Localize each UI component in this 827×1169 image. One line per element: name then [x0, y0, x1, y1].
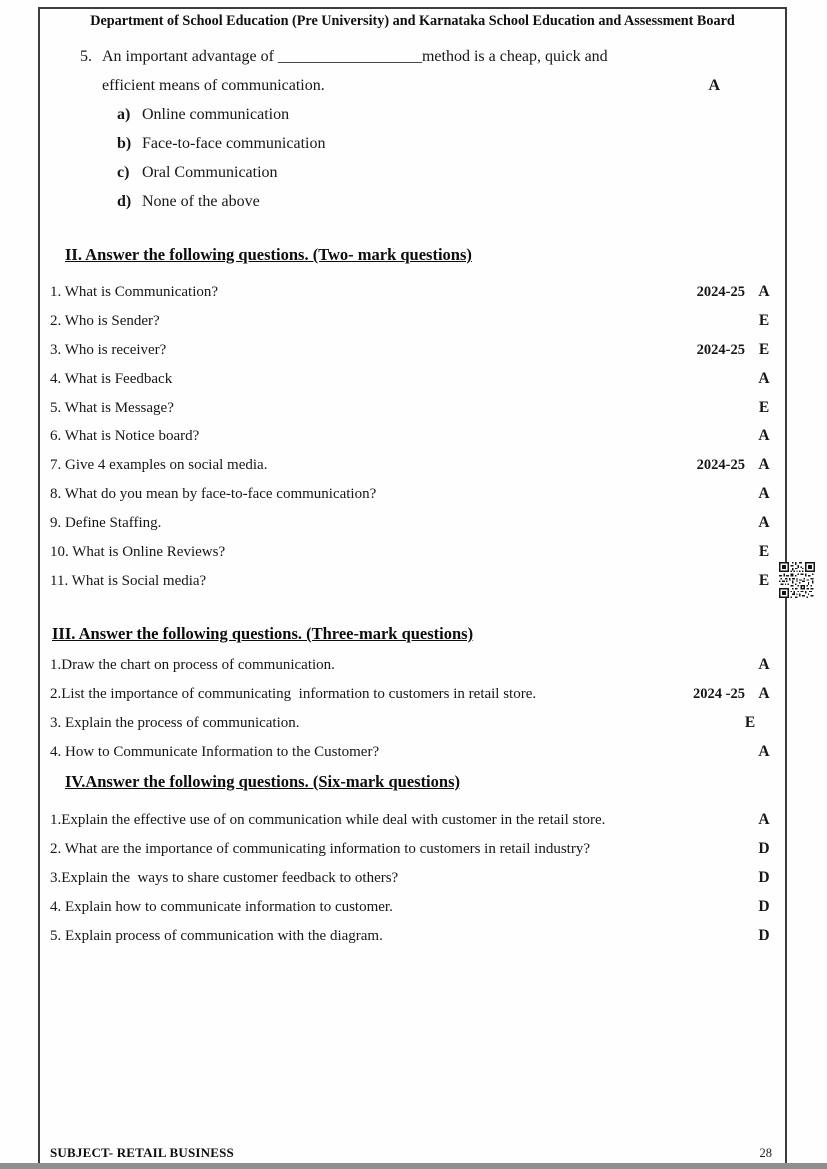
- question-text: 11. What is Social media?: [50, 572, 207, 589]
- question-text: 3. Who is receiver?: [50, 341, 167, 358]
- question-year: 2024-25: [696, 457, 745, 474]
- footer-page-number: 28: [759, 1146, 772, 1160]
- question-mark: E: [744, 713, 756, 731]
- question-row: [40, 893, 785, 922]
- mcq-line-1: [80, 42, 765, 71]
- section-two-mark-rows: [40, 278, 785, 596]
- question-mark: A: [758, 369, 770, 387]
- question-text: 7. Give 4 examples on social media.: [50, 457, 268, 474]
- section-three-mark-rows: [40, 651, 785, 767]
- mcq-number: 5.: [80, 48, 92, 65]
- question-text: 3. Explain the process of communication.: [50, 714, 300, 731]
- question-row: [40, 307, 785, 336]
- question-text: 4. What is Feedback: [50, 370, 173, 387]
- question-mark: A: [758, 456, 770, 474]
- question-row: [40, 651, 785, 680]
- mcq-line-2: [80, 71, 765, 100]
- question-mark: E: [758, 571, 770, 589]
- section-six-mark-heading: IV.Answer the following questions. (Six-mark questions): [65, 772, 460, 791]
- mcq-option-label: Oral Communication: [142, 164, 278, 181]
- question-mark: A: [758, 684, 770, 702]
- question-mark: E: [758, 398, 770, 416]
- qr-code-icon: [779, 561, 815, 599]
- mcq-option-a: [80, 100, 765, 129]
- question-row: [40, 738, 785, 767]
- mcq-option-key: c): [117, 164, 130, 181]
- mcq-option-b: [80, 129, 765, 158]
- question-mark: D: [758, 926, 770, 944]
- question-text: 5. Explain process of communication with the diagram.: [50, 927, 383, 944]
- question-row: [40, 538, 785, 567]
- question-row: [40, 835, 785, 864]
- question-row: [40, 709, 785, 738]
- question-mark: E: [758, 543, 770, 561]
- question-text: 4. Explain how to communicate information to customer.: [50, 898, 393, 915]
- mcq-option-key: d): [117, 193, 132, 210]
- question-row: [40, 806, 785, 835]
- section-three-mark-heading: III. Answer the following questions. (Three-mark questions): [52, 624, 474, 643]
- question-row: [40, 509, 785, 538]
- question-row: [40, 278, 785, 307]
- mcq-option-key: a): [117, 106, 131, 123]
- question-text: 1. What is Communication?: [50, 284, 219, 300]
- question-mark: D: [758, 897, 770, 915]
- page-bottom-edge: [0, 1163, 827, 1169]
- question-text: 1.Draw the chart on process of communication.: [50, 657, 335, 673]
- page-footer: [50, 1145, 772, 1161]
- page-border-frame: [38, 7, 787, 1163]
- question-mark: A: [758, 742, 770, 760]
- question-mark: D: [758, 868, 770, 886]
- question-row: [40, 336, 785, 365]
- question-row: [40, 567, 785, 596]
- mcq-difficulty-mark: A: [708, 77, 720, 94]
- question-mark: A: [758, 656, 770, 673]
- mcq-option-label: None of the above: [142, 193, 260, 210]
- question-row: [40, 422, 785, 451]
- question-year: 2024-25: [696, 341, 745, 358]
- question-mark: E: [758, 311, 770, 329]
- question-text: 2. Who is Sender?: [50, 312, 160, 329]
- mcq-option-c: [80, 158, 765, 187]
- mcq-text-line1: An important advantage of __________________method is a cheap, quick and: [102, 48, 608, 65]
- question-text: 4. How to Communicate Information to the Customer?: [50, 743, 380, 760]
- section-six-mark-rows: [40, 806, 785, 950]
- question-row: [40, 680, 785, 709]
- question-text: 8. What do you mean by face-to-face communication?: [50, 486, 377, 503]
- question-text: 10. What is Online Reviews?: [50, 544, 226, 561]
- question-mark: D: [758, 839, 770, 857]
- question-text: 2. What are the importance of communicating information to customers in retail industry?: [50, 840, 590, 857]
- question-row: [40, 451, 785, 480]
- question-row: [40, 922, 785, 951]
- question-mark: A: [758, 811, 770, 828]
- question-year: 2024 -25: [693, 685, 745, 702]
- question-row: [40, 365, 785, 394]
- question-mark: A: [758, 485, 770, 503]
- question-row: [40, 394, 785, 423]
- mcq-text-line2: efficient means of communication.: [102, 77, 325, 94]
- question-row: [40, 480, 785, 509]
- question-text: 5. What is Message?: [50, 399, 174, 416]
- footer-subject-label: SUBJECT- RETAIL BUSINESS: [50, 1145, 234, 1160]
- mcq-question-5: [80, 42, 765, 216]
- question-mark: A: [758, 283, 770, 300]
- document-title: Department of School Education (Pre University) and Karnataka School Education and Assessment Board: [90, 13, 735, 29]
- question-row: [40, 864, 785, 893]
- question-text: 9. Define Staffing.: [50, 515, 162, 532]
- mcq-option-label: Online communication: [142, 106, 290, 123]
- question-mark: A: [758, 514, 770, 532]
- mcq-option-d: [80, 187, 765, 216]
- question-text: 3.Explain the ways to share customer feedback to others?: [50, 869, 399, 886]
- question-year: 2024-25: [696, 284, 745, 300]
- question-text: 2.List the importance of communicating information to customers in retail store.: [50, 685, 537, 702]
- mcq-option-key: b): [117, 135, 132, 152]
- question-mark: E: [758, 340, 770, 358]
- question-mark: A: [758, 427, 770, 445]
- section-two-mark-heading: II. Answer the following questions. (Two- mark questions): [65, 245, 472, 264]
- question-text: 6. What is Notice board?: [50, 428, 200, 445]
- mcq-option-label: Face-to-face communication: [142, 135, 326, 152]
- question-text: 1.Explain the effective use of on communication while deal with customer in the retail store.: [50, 812, 606, 828]
